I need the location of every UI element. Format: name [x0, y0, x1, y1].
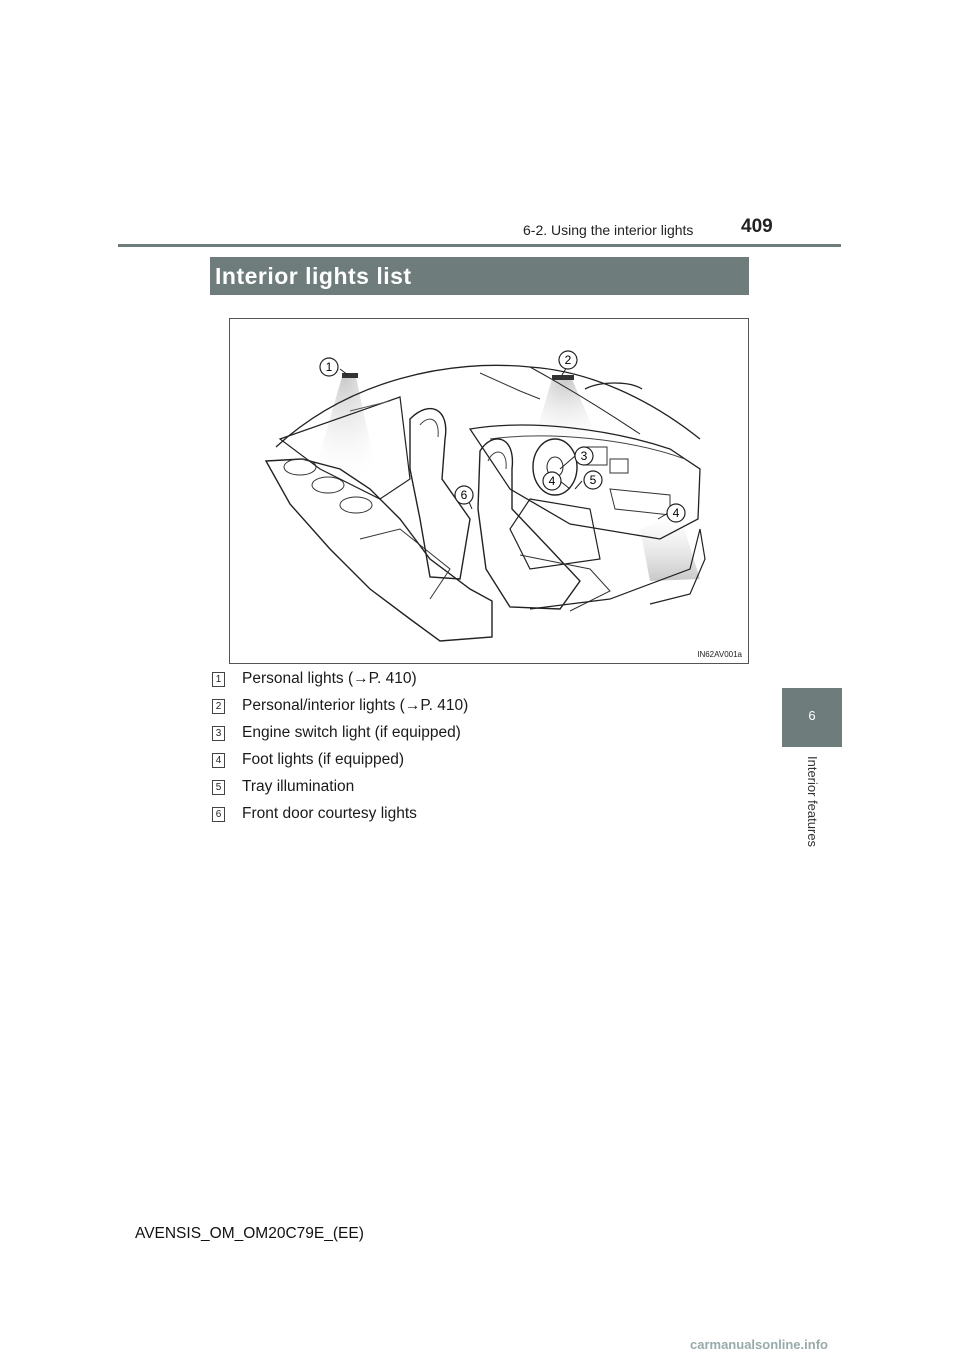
item-text: Personal/interior lights (→P. 410): [242, 697, 469, 714]
page-title: Interior lights list: [215, 263, 412, 289]
figure-code: IN62AV001a: [697, 650, 742, 659]
callout-4a: [543, 472, 561, 490]
item-text: Foot lights (if equipped): [242, 751, 404, 768]
chapter-tab: [782, 688, 842, 747]
list-item: [212, 670, 612, 690]
callout-3-label: 3: [580, 449, 588, 463]
item-text: Engine switch light (if equipped): [242, 724, 461, 741]
section-title-bar: [210, 257, 749, 295]
section-header: 6-2. Using the interior lights: [523, 222, 694, 238]
interior-light-housing: [552, 375, 574, 380]
light-cone-personal: [310, 377, 378, 487]
list-item: [212, 724, 612, 744]
page-number: 409: [741, 216, 773, 237]
document-code-footer: AVENSIS_OM_OM20C79E_(EE): [135, 1225, 364, 1242]
callout-4b: [667, 504, 685, 522]
list-item: [212, 697, 612, 717]
callout-5: [584, 471, 602, 489]
callout-3: [575, 447, 593, 465]
item-number-box: 1: [212, 672, 225, 687]
header-divider: [118, 244, 841, 247]
item-number-box: 2: [212, 699, 225, 714]
item-number-box: 6: [212, 807, 225, 822]
callout-5-label: 5: [589, 473, 597, 487]
personal-light-housing: [342, 373, 358, 378]
callout-1: [320, 358, 338, 376]
callout-1-label: 1: [325, 360, 333, 374]
callout-6-label: 6: [460, 488, 468, 502]
item-text: Tray illumination: [242, 778, 355, 795]
car-interior-drawing: [230, 319, 748, 663]
list-item: [212, 805, 612, 825]
item-number-box: 3: [212, 726, 225, 741]
item-number-box: 5: [212, 780, 225, 795]
item-text: Personal lights (→P. 410): [242, 670, 417, 687]
list-item: [212, 778, 612, 798]
interior-illustration: [229, 318, 749, 664]
light-cone-foot: [640, 515, 700, 581]
item-text: Front door courtesy lights: [242, 805, 417, 822]
callout-6: [455, 486, 473, 504]
chapter-number: 6: [808, 708, 816, 723]
callout-4a-label: 4: [548, 474, 556, 488]
callout-2-label: 2: [564, 353, 572, 367]
chapter-title: Interior features: [805, 756, 820, 848]
watermark: carmanualsonline.info: [690, 1337, 828, 1352]
list-item: [212, 751, 612, 771]
callout-4b-label: 4: [672, 506, 680, 520]
callout-2: [559, 351, 577, 369]
item-number-box: 4: [212, 753, 225, 768]
